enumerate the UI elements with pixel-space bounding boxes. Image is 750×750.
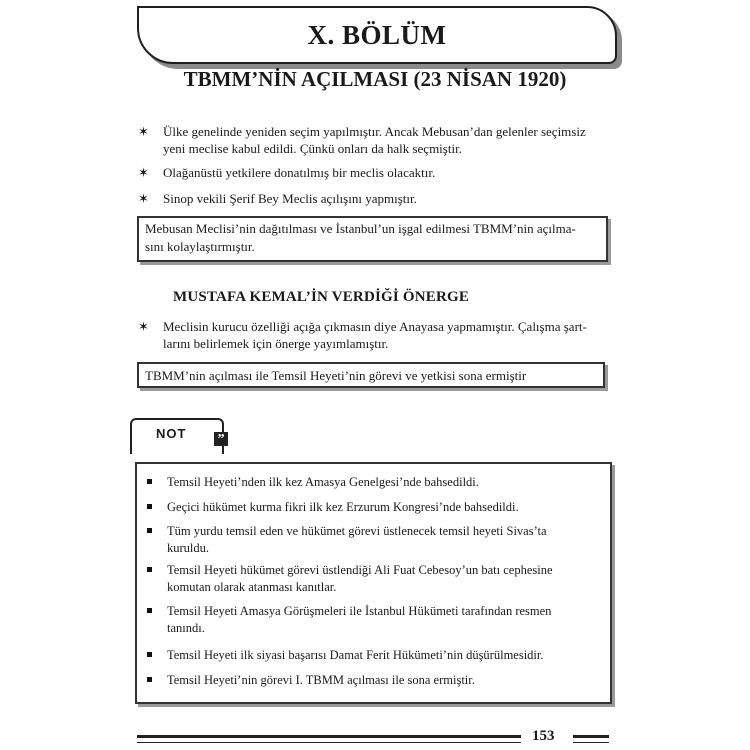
text-line: Mebusan Meclisi’nin dağıtılması ve İstanbul’un işgal edilmesi TBMM’nin açılma- (145, 221, 576, 236)
text-line: Temsil Heyeti hükümet görevi üstlendiği Ali Fuat Cebesoy’un batı cephesine (167, 563, 553, 577)
list-item-text: Olağanüstü yetkilere donatılmış bir meclis olacaktır. (163, 165, 436, 180)
info-box (137, 216, 608, 262)
note-item-text: Temsil Heyeti’nden ilk kez Amasya Genelgesi’nde bahsedildi. (167, 475, 479, 489)
text-line: Meclisin kurucu özelliği açığa çıkmasın diye Anayasa yapmamıştır. Çalışma şart- (163, 319, 587, 334)
square-bullet-icon (147, 567, 152, 572)
note-box (135, 462, 612, 704)
text-line: Ülke genelinde yeniden seçim yapılmıştır. Ancak Mebusan’dan gelenler seçimsiz (163, 124, 586, 139)
note-label: NOT (156, 426, 187, 441)
text-line: sını kolaylaştırmıştır. (145, 239, 255, 254)
page-number: 153 (532, 728, 555, 744)
text-line: tanındı. (167, 621, 205, 635)
note-item-text (167, 523, 602, 557)
text-line: Tüm yurdu temsil eden ve hükümet görevi üstlenecek temsil heyeti Sivas’ta (167, 524, 547, 538)
text-line: TBMM’nin açılması ile Temsil Heyeti’nin görevi ve yetkisi sona ermiştir (145, 368, 527, 383)
star-bullet-icon: ✶ (138, 124, 149, 139)
chapter-title: X. BÖLÜM (307, 19, 447, 50)
text-line: yeni meclise kabul edildi. Çünkü onları da halk seçmiştir. (163, 141, 462, 156)
list-item (138, 164, 608, 181)
note-item-text: Geçici hükümet kurma fikri ilk kez Erzurum Kongresi’nde bahsedildi. (167, 500, 519, 514)
square-bullet-icon (147, 677, 152, 682)
square-bullet-icon (147, 652, 152, 657)
star-bullet-icon: ✶ (138, 319, 149, 334)
page-title: TBMM’NİN AÇILMASI (23 NİSAN 1920) (183, 67, 567, 91)
note-item-text: Temsil Heyeti ilk siyasi başarısı Damat Ferit Hükümeti’nin düşürülmesidir. (167, 648, 544, 662)
list-item-text (163, 318, 608, 352)
quote-icon: ” (214, 432, 228, 446)
text-line: kuruldu. (167, 541, 210, 555)
footer-rule-right (573, 735, 609, 743)
list-item (138, 190, 608, 207)
section-heading: MUSTAFA KEMAL’İN VERDİĞİ ÖNERGE (173, 289, 470, 305)
square-bullet-icon (147, 504, 152, 509)
text-line: Temsil Heyeti Amasya Görüşmeleri ile İstanbul Hükümeti tarafından resmen (167, 604, 552, 618)
list-item-text: Sinop vekili Şerif Bey Meclis açılışını yapmıştır. (163, 191, 417, 206)
list-item (138, 318, 608, 352)
note-item-text (167, 562, 602, 596)
note-item-text: Temsil Heyeti’nin görevi I. TBMM açılması ile sona ermiştir. (167, 673, 475, 687)
list-item (138, 123, 608, 157)
star-bullet-icon: ✶ (138, 191, 149, 206)
star-bullet-icon: ✶ (138, 165, 149, 180)
chapter-header (137, 6, 617, 64)
text-line: larını belirlemek için önerge yayımlamıştır. (163, 336, 389, 351)
list-item-text (163, 123, 608, 157)
square-bullet-icon (147, 608, 152, 613)
note-item-text (167, 603, 602, 637)
square-bullet-icon (147, 528, 152, 533)
footer-rule-left (137, 735, 521, 743)
note-tag (130, 418, 225, 454)
square-bullet-icon (147, 479, 152, 484)
info-box (137, 362, 605, 388)
text-line: komutan olarak atanması kanıtlar. (167, 580, 337, 594)
